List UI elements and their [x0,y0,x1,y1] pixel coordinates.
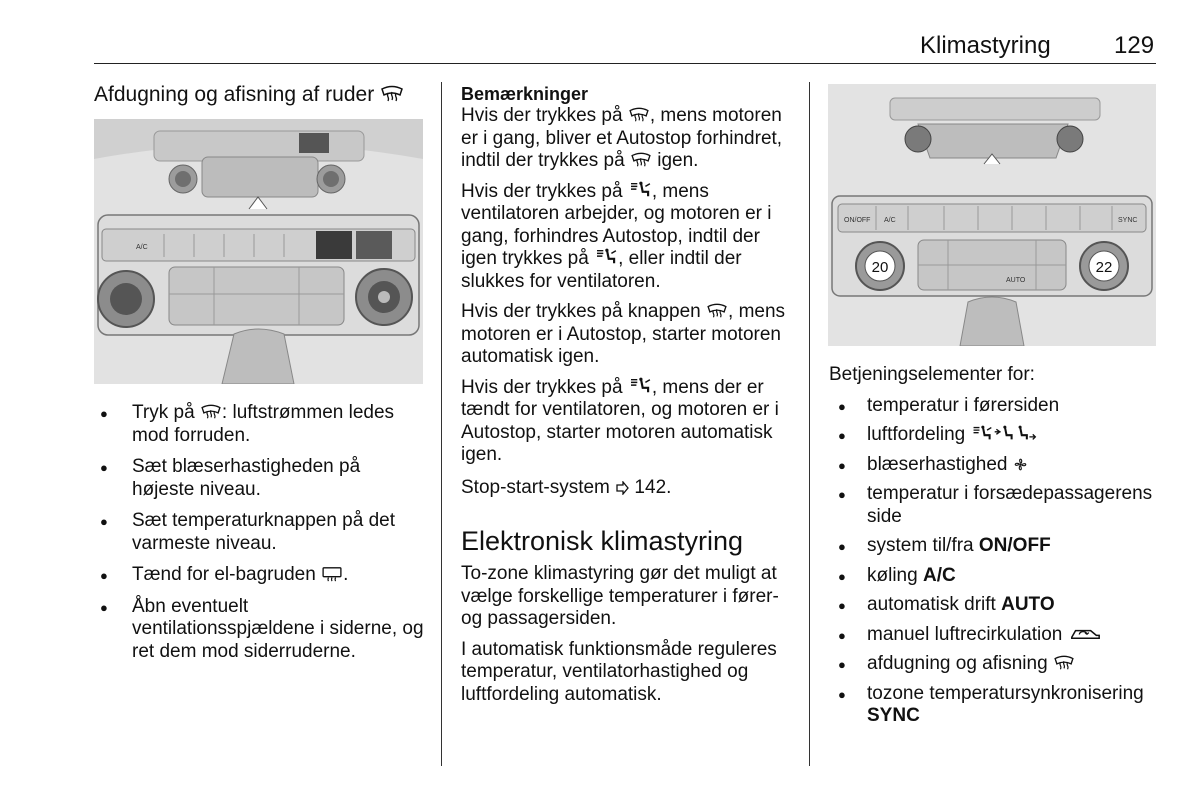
column-2 [461,84,791,706]
section-title: Elektronisk klimastyring [461,526,744,556]
column-divider-1 [441,82,442,766]
section-heading-text: Afdugning og afisning af ruder [94,83,375,106]
air-distribution-windscreen-icon [628,377,652,395]
list-item-text: Tryk på [132,402,200,423]
figure-climate-panel-defrost [94,119,423,384]
list-item-text: køling [867,564,923,586]
list-item-text: Sæt temperaturknappen på det varmeste niveau. [132,510,396,554]
page-reference-arrow-icon [615,481,629,495]
section-heading [94,84,424,107]
paragraph-text: , mens ventilatoren arbejder, og motoren er i gang, forhindres Autostop, indtil der igen trykkes på [461,180,772,269]
column-1-list [94,402,424,672]
list-item [94,510,424,555]
sync-button-label: SYNC [1118,217,1138,224]
header-rule [94,63,1156,64]
list-item-text: luftfordeling [867,424,971,445]
electronic-climate-panel-illustration [828,84,1156,346]
list-item-text: Sæt blæserhastigheden på højeste niveau. [132,456,361,500]
list-item [829,683,1159,728]
list-item-text: . [343,564,349,585]
paragraph-text: , mens motoren er i Autostop, starter motoren automatisk igen. [461,301,786,367]
windscreen-defrost-icon [628,107,650,123]
paragraph-text: , mens der er tændt for ventilatoren, og motoren er i Autostop, starter motoren automatisk igen. [461,376,779,465]
controls-list [829,395,1159,728]
air-distribution-windscreen-icon [628,181,652,199]
list-item [829,624,1159,647]
body-paragraph-2: I automatisk funktionsmåde reguleres temperatur, ventilatorhastighed og luftfordeling automatisk. [461,638,777,705]
air-distribution-face-icon [993,425,1015,442]
control-label: AUTO [1001,594,1055,615]
list-item [829,535,1159,558]
crossref-text: Stop-start-system [461,476,616,498]
list-item [829,395,1159,418]
list-item [94,596,424,664]
page-number: 129 [1114,32,1155,59]
air-recirculation-icon [1068,625,1102,642]
paragraph-text: Hvis der trykkes på [461,105,628,126]
list-item-text: manuel luftrecirkulation [867,623,1068,645]
list-item-text: Åbn eventuelt ventilationsspjældene i siderne, og ret dem mod siderruderne. [132,595,424,662]
list-item [829,483,1159,528]
control-label: ON/OFF [978,535,1051,556]
list-item-text: afdugning og afisning [867,653,1053,674]
ac-button-label: A/C [884,217,896,224]
notes-heading: Bemærkninger [461,84,589,104]
windscreen-defrost-icon [1053,655,1075,671]
rear-window-heating-icon [321,566,343,582]
fan-icon [1013,457,1028,472]
list-item-text: tozone temperatursynkronisering [867,682,1144,704]
auto-button-label: AUTO [1006,277,1026,284]
list-item-text: temperatur i forsædepassagerens side [867,483,1153,527]
list-item-text: system til/fra [867,535,979,556]
column-3 [829,364,1159,735]
list-item [829,653,1159,676]
note-paragraph-2 [461,181,791,294]
column-divider-2 [809,82,810,766]
controls-intro: Betjeningselementer for: [829,364,1035,385]
air-distribution-feet-icon [1015,425,1037,442]
control-label: SYNC [867,705,920,726]
driver-temp-display: 20 [871,259,889,276]
list-item-text: Tænd for el-bagruden [132,564,322,585]
paragraph-text: , mens motoren er i gang, bliver et Autostop forhindret, indtil der trykkes på [461,105,783,171]
note-paragraph-4 [461,377,791,467]
column-1 [94,84,424,107]
paragraph-text: , eller indtil der slukkes for ventilatoren. [461,248,742,292]
defrost-steps-list [94,402,424,663]
control-label: A/C [922,564,956,586]
note-paragraph-3 [461,301,791,369]
windscreen-defrost-icon [200,404,222,420]
list-item [829,565,1159,588]
list-item-text: temperatur i førersiden [867,394,1060,416]
passenger-temp-display: 22 [1095,259,1113,276]
air-distribution-windscreen-icon [594,248,618,266]
list-item [94,564,424,587]
list-item-text: : luftstrømmen ledes mod forruden. [132,402,395,446]
onoff-button-label: ON/OFF [844,217,871,224]
list-item [94,456,424,501]
paragraph-text: Hvis der trykkes på [461,180,628,202]
list-item [94,402,424,447]
paragraph-text: igen. [651,150,699,171]
cross-reference [461,477,791,500]
windscreen-defrost-icon [706,303,728,319]
ac-button-label: A/C [136,244,148,251]
paragraph-text: Hvis der trykkes på [461,376,628,398]
running-header-title: Klimastyring [920,32,1051,59]
list-item [829,424,1159,447]
list-item-text: blæserhastighed [867,453,1013,475]
windscreen-defrost-icon [630,152,652,168]
list-item-text: automatisk drift [867,594,1002,615]
paragraph-text: Hvis der trykkes på knappen [461,301,707,322]
list-item [829,594,1159,617]
note-paragraph-1 [461,105,791,173]
figure-electronic-climate-panel [828,84,1156,346]
list-item [829,454,1159,477]
air-distribution-windscreen-icon [971,425,993,442]
windscreen-defrost-icon [380,85,404,103]
body-paragraph-1: To-zone klimastyring gør det muligt at vælge forskellige temperaturer i fører- og passagersiden. [461,563,779,629]
climate-panel-illustration [94,119,423,384]
crossref-page: 142. [629,476,672,498]
